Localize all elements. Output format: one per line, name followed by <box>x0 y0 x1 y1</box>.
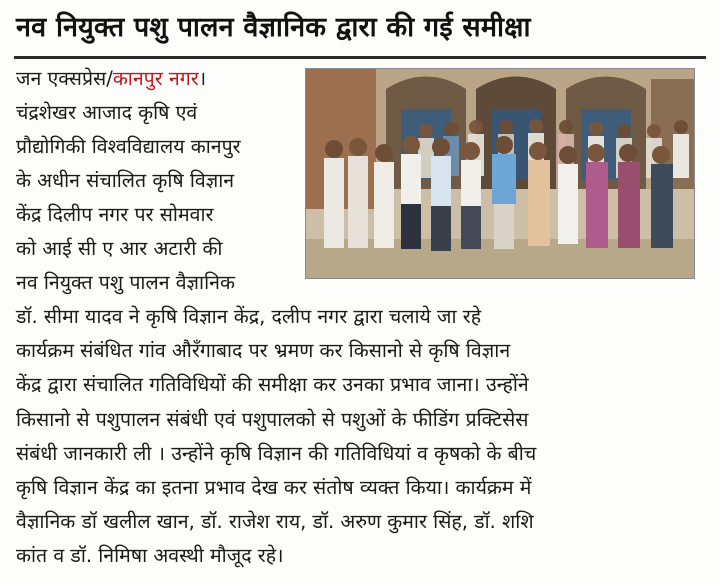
column-line: को आई सी ए आर अटारी की <box>16 237 223 260</box>
body-line: कृषि विज्ञान केंद्र का इतना प्रभाव देख कर संतोष व्यक्त किया। कार्यक्रम में <box>16 476 532 500</box>
body-line: कांत व डॉ. निमिषा अवस्थी मौजूद रहे। <box>16 544 284 568</box>
column-line: प्रौद्योगिकी विश्वविद्यालय कानपुर <box>16 135 241 158</box>
column-line: नव नियुक्त पशु पालन वैज्ञानिक <box>16 271 235 294</box>
dateline <box>16 62 300 96</box>
column-line: केंद्र दिलीप नगर पर सोमवार <box>16 203 214 226</box>
column-line: के अधीन संचालित कृषि विज्ञान <box>16 169 235 192</box>
group-photo-icon <box>306 69 694 278</box>
narrow-column-text <box>16 62 300 300</box>
body-line: डॉ. सीमा यादव ने कृषि विज्ञान केंद्र, दलीप नगर द्वारा चलाये जा रहे <box>16 305 482 328</box>
body-line: संबंधी जानकारी ली । उन्होंने कृषि विज्ञान की गतिविधियां व कृषको के बीच <box>16 441 537 465</box>
dateline-city: कानपुर नगर <box>112 67 199 90</box>
body-line: केंद्र द्वारा संचालित गतिविधियों की समीक्षा कर उनका प्रभाव जाना। उन्होंने <box>16 373 529 397</box>
headline: नव नियुक्त पशु पालन वैज्ञानिक द्वारा की गई समीक्षा <box>16 12 531 43</box>
article-body <box>16 300 708 574</box>
column-line: चंद्रशेखर आजाद कृषि एवं <box>16 101 198 124</box>
dateline-source: जन एक्सप्रेस/ <box>16 67 113 90</box>
dateline-end: । <box>198 67 207 90</box>
body-line: वैज्ञानिक डॉ खलील खान, डॉ. राजेश राय, डॉ. अरुण कुमार सिंह, डॉ. शशि <box>16 510 534 534</box>
body-line: कार्यक्रम संबंधित गांव औरँगाबाद पर भ्रमण कर किसानो से कृषि विज्ञान <box>16 339 511 363</box>
body-line: किसानो से पशुपालन संबंधी एवं पशुपालको से पशुओं के फीडिंग प्रक्टिसेस <box>16 407 529 431</box>
headline-rule <box>14 56 706 59</box>
group-photo <box>305 68 695 279</box>
